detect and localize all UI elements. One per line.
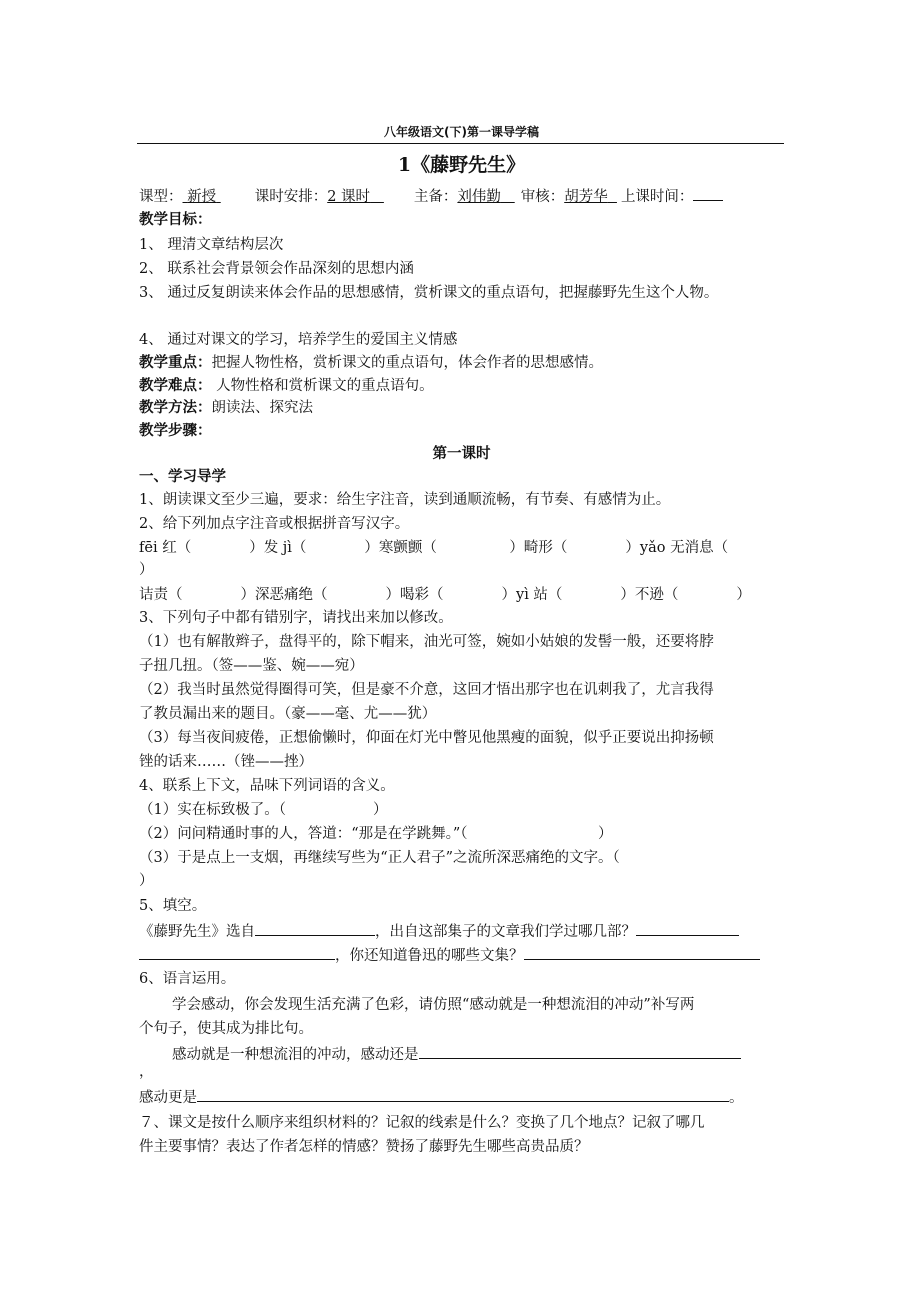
section-heading: 一、学习导学: [139, 468, 226, 485]
q3-sentence-2-cont: 了教员漏出来的题目。（豪——毫、尤——犹）: [139, 706, 437, 722]
question-1: 1、朗读课文至少三遍，要求：给生字注音，读到通顺流畅，有节奏、有感情为止。: [139, 492, 671, 508]
fill-blank[interactable]: [419, 1044, 741, 1059]
review-value: 胡芳华: [564, 189, 608, 205]
q6-comma: ，: [139, 1064, 154, 1080]
question-6: 6、语言运用。: [139, 971, 236, 987]
question-2: 2、给下列加点字注音或根据拼音写汉字。: [139, 516, 410, 532]
q6-sentence-1: 感动就是一种想流泪的冲动，感动还是: [139, 1044, 784, 1064]
type-label: 课型：: [139, 189, 183, 205]
question-5: 5、填空。: [139, 898, 207, 914]
fill-blank[interactable]: [197, 1087, 729, 1102]
page-header: 八年级语文(下)第一课导学稿: [384, 125, 539, 139]
goals-title: 教学目标：: [139, 211, 212, 228]
lesson-meta: [139, 186, 784, 206]
question-4: 4、联系上下文，品味下列词语的含义。: [139, 778, 395, 794]
goal-item: 2、 联系社会背景领会作品深刻的思想内涵: [139, 261, 414, 277]
question-7-cont: 件主要事情？表达了作者怎样的情感？赞扬了藤野先生哪些高贵品质？: [139, 1139, 589, 1155]
review-label: 审核：: [520, 189, 565, 205]
pinyin-row-1-end: ）: [139, 562, 154, 578]
period-heading: 第一课时: [432, 445, 491, 462]
teaching-method: 教学方法：朗读法、探究法: [139, 399, 313, 416]
q6-instruction-cont: 个句子，使其成为排比句。: [139, 1021, 313, 1037]
lead-value: 刘伟勤: [457, 189, 501, 205]
header-rule: [137, 143, 784, 144]
goal-item: 1、 理清文章结构层次: [139, 237, 284, 253]
q6-sentence-2: 感动更是 。: [139, 1087, 784, 1107]
q6-instruction: 学会感动，你会发现生活充满了色彩，请仿照“感动就是一种想流泪的冲动”补写两: [172, 997, 695, 1013]
goal-item: 3、 通过反复朗读来体会作品的思想感情，赏析课文的重点语句，把握藤野先生这个人物。: [139, 285, 719, 301]
q4-item-2: （2）问问精通时事的人，答道：“那是在学跳舞。”（ ）: [139, 826, 613, 842]
fill-blank[interactable]: [255, 921, 375, 936]
q3-sentence-1-cont: 子扭几扭。（签——鉴、婉——宛）: [139, 658, 364, 674]
hours-label: 课时安排：: [254, 189, 328, 205]
lead-label: 主备：: [413, 189, 458, 205]
question-3: 3、下列句子中都有错别字，请找出来加以修改。: [139, 610, 453, 626]
fill-blank[interactable]: [636, 921, 739, 936]
goal-item: 4、 通过对课文的学习，培养学生的爱国主义情感: [139, 332, 458, 348]
pinyin-row-2: 诘责（ ）深恶痛绝（ ）喝彩（ ）yì 站（ ）不逊（ ）: [139, 587, 751, 603]
q5-line-2: ，你还知道鲁迅的哪些文集？: [139, 945, 784, 965]
time-label: 上课时间：: [620, 189, 694, 205]
q5-line-1: 《藤野先生》选自 ，出自这部集子的文章我们学过哪几部？: [139, 921, 784, 941]
q4-item-3: （3）于是点上一支烟，再继续写些为“正人君子”之流所深恶痛绝的文字。（: [139, 850, 620, 866]
pinyin-row-1: fēi 红（ ）发 jì（ ）寒颤颤（ ）畸形（ ）yǎo 无消息（: [139, 540, 729, 556]
type-value: 新授: [187, 189, 217, 205]
fill-blank[interactable]: [139, 945, 335, 960]
teaching-key: 教学重点：把握人物性格，赏析课文的重点语句，体会作者的思想感情。: [139, 354, 603, 371]
q3-sentence-3-cont: 锉的话来……（锉——挫）: [139, 754, 313, 770]
q4-item-3-end: ）: [139, 873, 154, 889]
time-blank: [693, 186, 723, 201]
fill-blank[interactable]: [524, 945, 760, 960]
q3-sentence-3: （3）每当夜间疲倦，正想偷懒时，仰面在灯光中瞥见他黑瘦的面貌，似乎正要说出抑扬顿: [139, 730, 714, 746]
lesson-title: 1《藤野先生》: [397, 154, 526, 176]
question-7: ７、课文是按什么顺序来组织材料的？记叙的线索是什么？变换了几个地点？记叙了哪几: [139, 1115, 705, 1131]
hours-value: 2 课时: [327, 189, 371, 205]
teaching-difficulty: 教学难点： 人物性格和赏析课文的重点语句。: [139, 377, 434, 394]
teaching-steps: 教学步骤：: [139, 422, 212, 439]
q4-item-1: （1）实在标致极了。（ ）: [139, 802, 388, 818]
q3-sentence-2: （2）我当时虽然觉得圈得可笑，但是豪不介意，这回才悟出那字也在讥刺我了，尤言我得: [139, 682, 714, 698]
q3-sentence-1: （1）也有解散辫子，盘得平的，除下帽来，油光可签，婉如小姑娘的发髻一般，还要将脖: [139, 634, 714, 650]
